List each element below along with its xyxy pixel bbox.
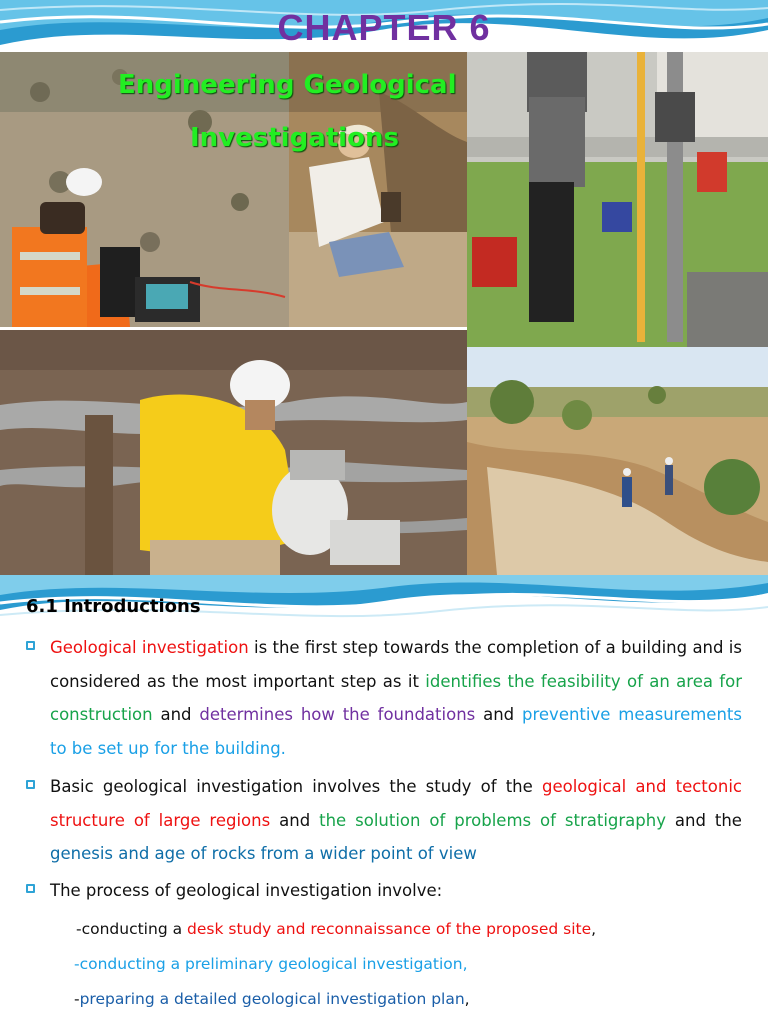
bullet-text: and <box>152 705 200 724</box>
drilling-rig-photo <box>467 52 768 347</box>
bullet-marker-icon <box>26 884 35 893</box>
highlight-term: genesis and age of rocks from a wider point of view <box>50 844 477 863</box>
bullet-text: and <box>270 810 320 830</box>
bullet-marker-icon <box>26 641 35 650</box>
highlight-term: desk study and reconnaissance of the proposed site <box>187 920 592 938</box>
bullet-text: is the first step towards the completion of a building and is considered as the most important step as it <box>50 638 742 691</box>
highlight-term: determines how the foundations <box>199 705 476 724</box>
process-step-desk-study: -conducting a desk study and reconnaissance of the proposed site, <box>76 920 597 938</box>
highlight-term: Geological investigation <box>50 638 249 657</box>
bullet-process <box>50 874 742 908</box>
bullet-geological-investigation <box>50 631 742 765</box>
bullet-text: and the <box>665 810 742 830</box>
process-step-detailed-plan: -preparing a detailed geological investigation plan, <box>74 990 470 1008</box>
section-heading: 6.1 Introductions <box>26 596 201 617</box>
field-measurement-worker-photo <box>0 330 467 575</box>
highlight-term: geological and tectonic structure of large regions <box>50 777 742 830</box>
bullet-basic-investigation <box>50 770 742 871</box>
highlight-term: preparing a detailed geological investigation plan <box>79 990 465 1008</box>
gully-landscape-photo <box>467 347 768 575</box>
highlight-term: identifies the feasibility of an area for construction <box>50 671 742 724</box>
highlight-term: the solution of problems of stratigraphy <box>319 810 666 830</box>
highlight-term: preventive measurements to be set up for the building. <box>50 705 742 758</box>
process-step-preliminary: -conducting a preliminary geological investigation, <box>74 955 468 973</box>
slide-subtitle-line2: Investigations <box>190 123 399 153</box>
slide-subtitle-line1: Engineering Geological <box>118 70 457 100</box>
bullet-marker-icon <box>26 780 35 789</box>
bullet-text: Basic geological investigation involves the study of the <box>50 777 542 796</box>
chapter-title: CHAPTER 6 <box>277 7 491 48</box>
bullet-text: The process of geological investigation involve: <box>50 881 443 900</box>
bullet-text: and <box>475 705 523 724</box>
